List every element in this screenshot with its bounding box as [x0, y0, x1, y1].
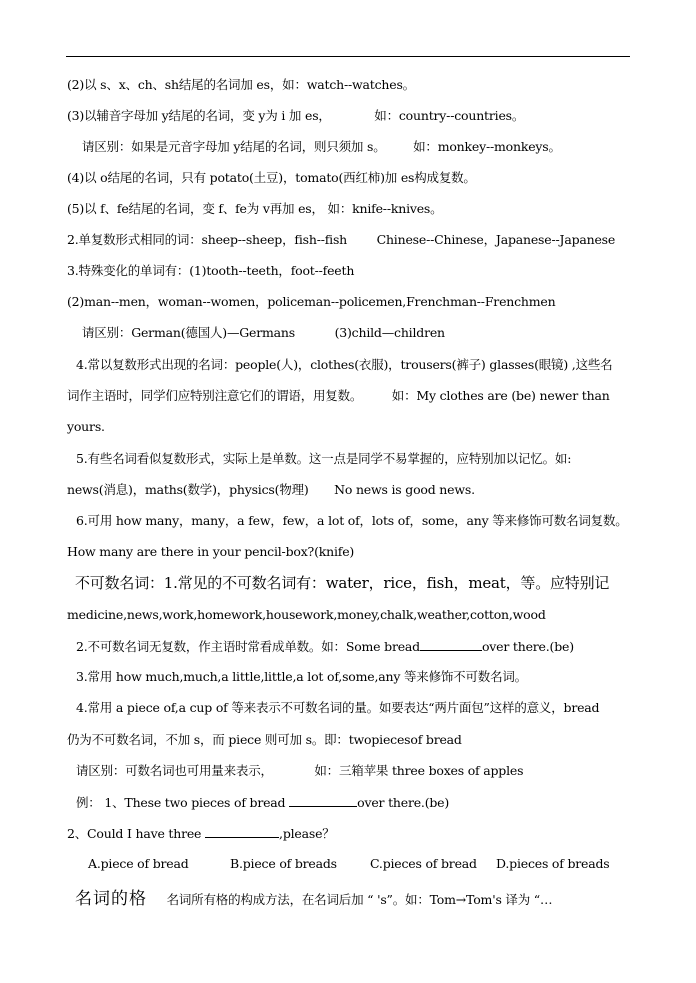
text-segment: 请区别：German(德国人)—Germans	[82, 325, 295, 340]
text-line	[82, 139, 561, 155]
text-line	[76, 638, 574, 655]
text-segment: 如：三箱苹果 three boxes of apples	[314, 763, 524, 778]
text-line: 4.常用 a piece of,a cup of 等来表示不可数名词的量。如要表达“两片面包”这样的意义，bread	[76, 700, 600, 715]
text-line: (2)man--men，woman--women，policeman--policemen,Frenchman--Frenchmen	[67, 294, 556, 309]
text-segment: Chinese--Chinese，Japanese--Japanese	[376, 232, 616, 247]
text-segment: (3)以辅音字母加 y结尾的名词，变 y为 i 加 es，	[67, 108, 331, 123]
fill-in-blank	[289, 794, 357, 807]
text-line	[75, 891, 552, 908]
text-line: How many are there in your pencil-box?(knife)	[67, 544, 355, 559]
text-line: 4.常以复数形式出现的名词：people(人)，clothes(衣服)，trousers(裤子) glasses(眼镜) ,这些名	[76, 357, 613, 372]
text-segment: 名词所有格的构成方法，在名词后加 “ 's”。如：Tom→Tom's 译为 “…	[166, 892, 553, 907]
text-segment: (3)child—children	[334, 325, 445, 340]
text-segment: over there.(be)	[357, 795, 450, 810]
option-b: B.piece of breads	[230, 856, 337, 871]
text-segment: 2、Could I have three	[67, 826, 202, 841]
text-line: 3.常用 how much,much,a little,little,a lot of,some,any 等来修饰不可数名词。	[76, 669, 527, 684]
text-line: 仍为不可数名词，不加 s，而 piece 则可加 s。即：twopiecesof bread	[67, 732, 462, 747]
text-segment: 请区别：可数名词也可用量来表示，	[76, 763, 273, 778]
section-heading: 名词的格	[75, 889, 147, 909]
text-segment: 如：country--countries。	[374, 108, 525, 123]
text-line: 3.特殊变化的单词有：(1)tooth--teeth，foot--feeth	[67, 263, 355, 278]
option-c: C.pieces of bread	[370, 856, 477, 871]
text-line	[67, 388, 610, 404]
text-line	[67, 108, 524, 124]
text-segment: 如：monkey--monkeys。	[413, 139, 561, 154]
text-line: (5)以 f、fe结尾的名词，变 f、fe为 v再加 es， 如：knife--knives。	[67, 201, 443, 216]
text-segment: 请区别：如果是元音字母加 y结尾的名词，则只须加 s。	[82, 139, 386, 154]
text-line	[82, 325, 445, 341]
text-line	[67, 825, 335, 842]
text-line	[67, 232, 615, 248]
text-line: 6.可用 how many，many，a few，few，a lot of，lots of，some，any 等来修饰可数名词复数。	[76, 513, 628, 528]
text-line: 不可数名词：1.常见的不可数名词有：water，rice，fish，meat，等。应特别记	[75, 574, 610, 592]
option-a: A.piece of bread	[88, 856, 189, 871]
text-segment: 如：My clothes are (be) newer than	[391, 388, 610, 403]
text-line: 5.有些名词看似复数形式，实际上是单数。这一点是同学不易掌握的，应特别加以记忆。如:	[76, 451, 572, 466]
text-line	[76, 794, 449, 811]
text-segment: No news is good news.	[334, 482, 475, 497]
text-line	[67, 482, 475, 498]
text-segment: 2.不可数名词无复数，作主语时常看成单数。如：Some bread	[76, 639, 420, 654]
text-line: medicine,news,work,homework,housework,money,chalk,weather,cotton,wood	[67, 607, 546, 622]
text-segment: news(消息)，maths(数学)，physics(物理)	[67, 482, 309, 497]
fill-in-blank	[205, 825, 279, 838]
option-d: D.pieces of breads	[496, 856, 610, 871]
fill-in-blank	[420, 638, 482, 651]
header-rule	[66, 56, 630, 57]
answer-options	[88, 856, 610, 872]
text-line: (2)以 s、x、ch、sh结尾的名词加 es，如：watch--watches。	[67, 77, 415, 92]
text-segment: over there.(be)	[481, 639, 574, 654]
text-segment: ,please？	[279, 826, 335, 841]
text-line: (4)以 o结尾的名词，只有 potato(土豆)，tomato(西红柿)加 es构成复数。	[67, 170, 476, 185]
text-line: yours.	[67, 419, 105, 434]
text-segment: 2.单复数形式相同的词：sheep--sheep，fish--fish	[67, 232, 348, 247]
text-segment: 例： 1、These two pieces of bread	[76, 795, 286, 810]
text-line	[76, 763, 523, 779]
text-segment: 词作主语时，同学们应特别注意它们的谓语，用复数。	[67, 388, 363, 403]
